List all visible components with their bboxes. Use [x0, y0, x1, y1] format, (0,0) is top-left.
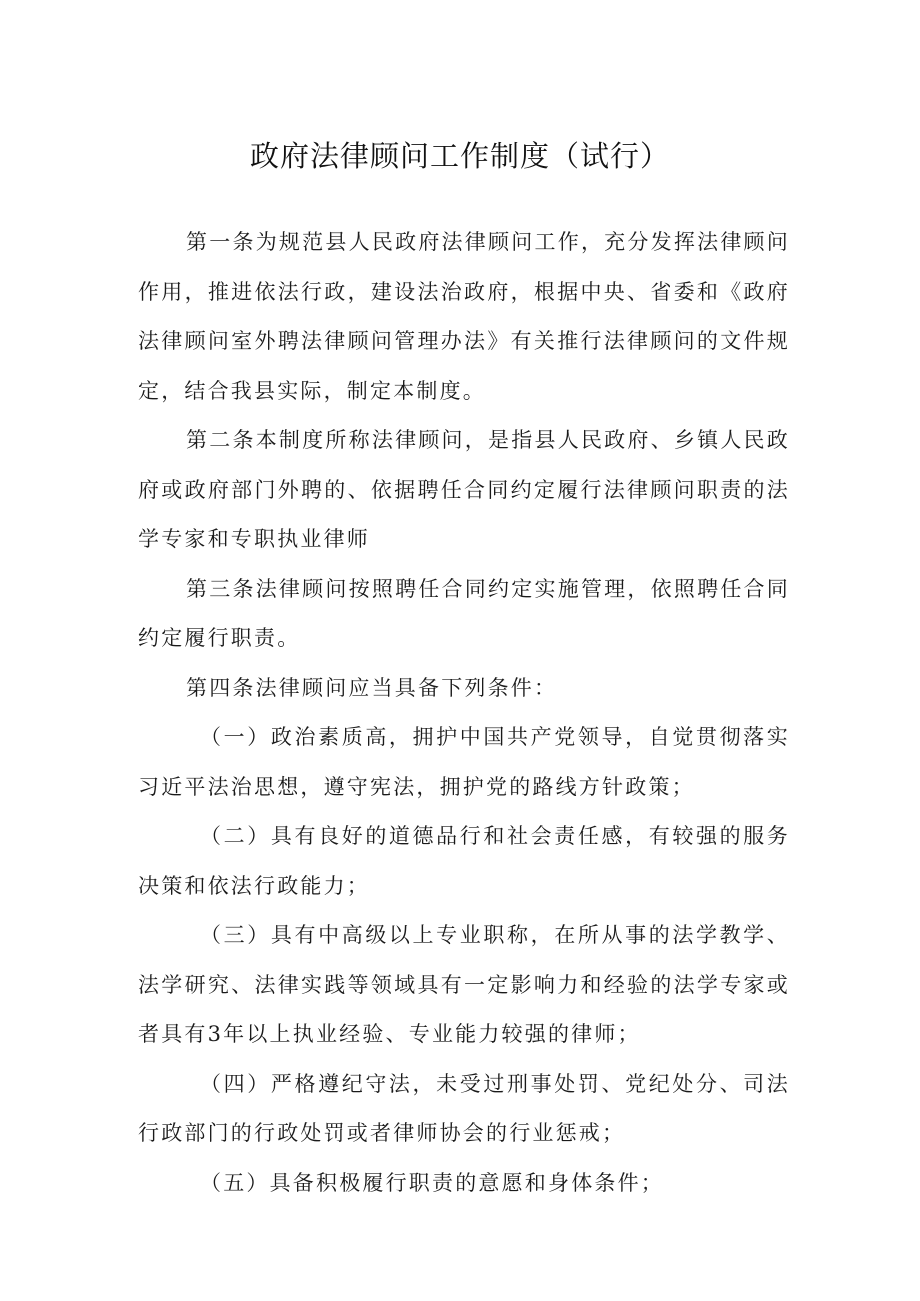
condition-item-3: （三）具有中高级以上专业职称，在所从事的法学教学、法学研究、法律实践等领域具有一定影响力和经验的法学专家或者具有3年以上执业经验、专业能力较强的律师； [138, 923, 790, 1046]
document-body [138, 218, 790, 1208]
document-title: 政府法律顾问工作制度（试行） [249, 139, 670, 173]
article-4-paragraph: 第四条法律顾问应当具备下列条件： [186, 675, 558, 700]
condition-item-4: （四）严格遵纪守法，未受过刑事处罚、党纪处分、司法行政部门的行政处罚或者律师协会的行业惩戒； [138, 1071, 790, 1145]
condition-item-1: （一）政治素质高，拥护中国共产党领导，自觉贯彻落实习近平法治思想，遵守宪法，拥护党的路线方针政策； [138, 725, 790, 799]
condition-item-2: （二）具有良好的道德品行和社会责任感，有较强的服务决策和依法行政能力； [138, 824, 790, 898]
article-2-paragraph: 第二条本制度所称法律顾问，是指县人民政府、乡镇人民政府或政府部门外聘的、依据聘任合同约定履行法律顾问职责的法学专家和专职执业律师 [138, 428, 790, 551]
article-3-paragraph: 第三条法律顾问按照聘任合同约定实施管理，依照聘任合同约定履行职责。 [138, 576, 790, 650]
article-1-paragraph: 第一条为规范县人民政府法律顾问工作，充分发挥法律顾问作用，推进依法行政，建设法治政府，根据中央、省委和《政府法律顾问室外聘法律顾问管理办法》有关推行法律顾问的文件规定，结合我县实际，制定本制度。 [138, 230, 790, 403]
condition-item-5: （五）具备积极履行职责的意愿和身体条件； [200, 1170, 664, 1195]
